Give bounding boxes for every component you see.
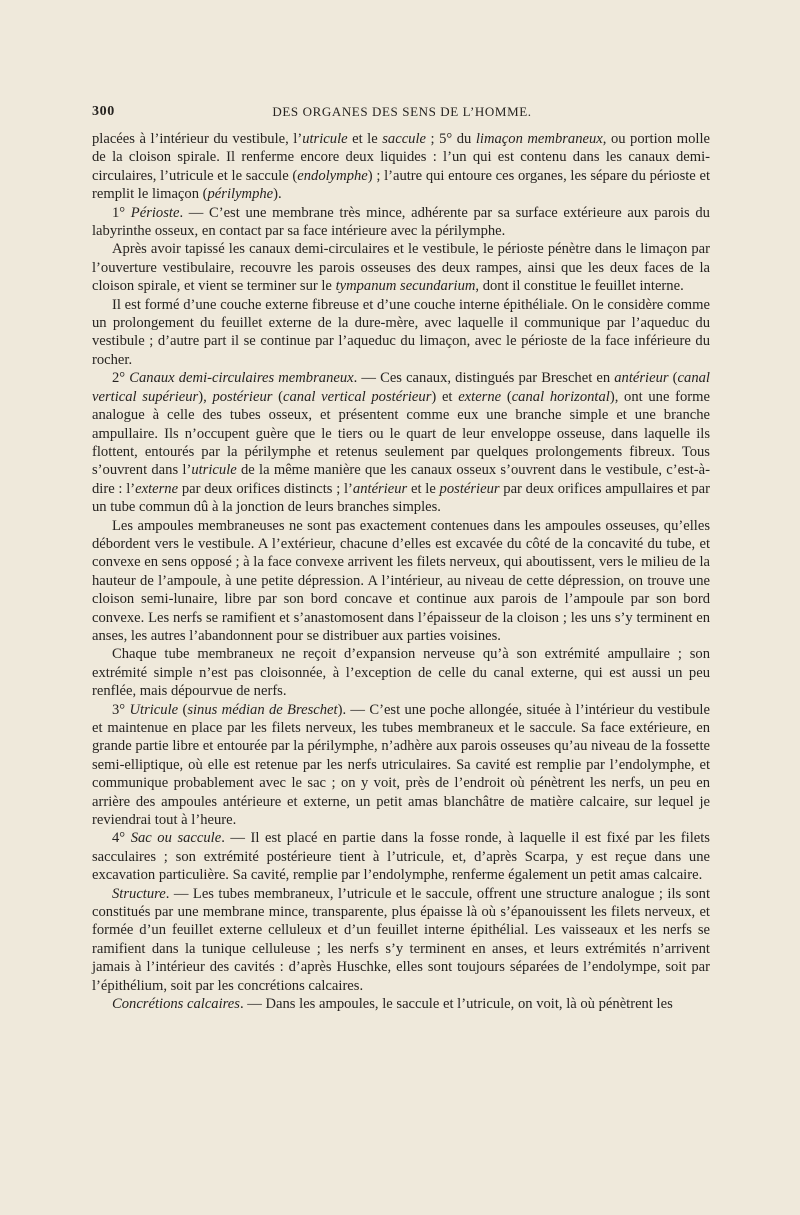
text-run: 3°: [112, 701, 130, 718]
text-run: ),: [198, 388, 213, 405]
page-number: 300: [92, 104, 115, 119]
paragraph: [92, 204, 710, 241]
text-run: , dont il constitue le feuillet interne.: [475, 278, 684, 295]
paragraph: [92, 296, 710, 370]
text-run: 1°: [112, 204, 131, 221]
text-run: Il est formé d’une couche externe fibreuse et d’une couche interne épithéliale. On le considère comme un prolongement du feuillet externe de la dure-mère, avec laquelle il communique par l’aqueduc du vestibule ; d’autre part il se continue par l’aqueduc du limaçon, avec le périoste de la face inférieure du rocher.: [92, 296, 710, 368]
text-run: ), ont une forme analogue à celle des tubes osseux, et présentent comme eux une branche simple et une branche ampullaire. Ils n’occupent guère que le tiers ou le quart de leur enveloppe osseuse, dans laquelle ils flottent, entourés par la périlymphe et retenus seulement par quelques prolongements fibreux. Tous s’ouvrent dans l’: [92, 388, 710, 479]
text-run: . — Les tubes membraneux, l’utricule et le saccule, offrent une structure analogue ; ils sont constitués par une membrane mince, transparente, plus épaisse là où s’épanouissent les filets nerveux, et formée d’un feuillet externe celluleux et d’un feuillet interne épithélial. Les vaisseaux et les nerfs se ramifient dans la tunique celluleuse ; les nerfs s’y terminent en anses, et leurs extrémités n’arrivent jamais à l’intérieur des cavités : d’après Huschke, elles sont toujours séparées de l’endolympe, soit par l’épithélium, soit par les concrétions calcaires.: [92, 885, 710, 994]
text-run: et le: [347, 131, 383, 147]
paragraph: [92, 885, 710, 995]
italic-term: antérieur: [352, 480, 408, 497]
text-run: , ou portion molle de la cloison spirale. Il renferme encore deux liquides : l’un qui est contenu dans les canaux demi-circulaires, l’utricule et le saccule (: [92, 131, 710, 184]
italic-term: externe: [458, 388, 502, 405]
italic-term: canal vertical postérieur: [283, 388, 432, 405]
italic-term: canal horizontal: [511, 388, 610, 405]
italic-term: Sac ou saccule: [130, 830, 222, 847]
text-run: (: [501, 388, 512, 405]
text-run: . — Ces canaux, distingués par Breschet en: [353, 370, 615, 387]
italic-term: utricule: [302, 131, 348, 147]
italic-term: Structure: [112, 885, 166, 902]
text-run: . — Il est placé en partie dans la fosse ronde, à laquelle il est fixé par les filets sacculaires ; son extrémité postérieure tient à l’utricule, et, d’après Scarpa, y est reçue dans une excavation particulière. Sa cavité, remplie par l’endolymphe, renferme également un petit amas calcaire.: [92, 830, 710, 884]
italic-term: sinus médian de Breschet: [187, 701, 338, 718]
italic-term: Canaux demi-circulaires membraneux: [129, 370, 354, 387]
italic-term: saccule: [382, 131, 426, 147]
page-header: [92, 104, 712, 124]
text-run: Chaque tube membraneux ne reçoit d’expansion nerveuse qu’à son extrémité ampullaire ; son extrémité simple n’est pas cloisonnée, à l’exception de celle du canal externe, qui est aussi un peu renflée, mais dépourvue de nerfs.: [92, 646, 710, 700]
italic-term: antérieur: [614, 370, 669, 387]
text-run: ) et: [431, 388, 459, 405]
italic-term: canal vertical supérieur: [92, 370, 710, 405]
paragraph: [92, 517, 710, 646]
italic-term: Périoste: [130, 204, 180, 221]
text-run: . — Dans les ampoules, le saccule et l’utricule, on voit, là où pénètrent les: [239, 996, 673, 1013]
italic-term: Concrétions calcaires: [112, 996, 240, 1013]
running-title: DES ORGANES DES SENS DE L’HOMME.: [272, 104, 532, 119]
italic-term: endolymphe: [297, 167, 368, 184]
text-run: ). — C’est une poche allongée, située à l’intérieur du vestibule et maintenue en place par les filets nerveux, les tubes membraneux et le saccule. Sa face extérieure, en grande partie libre et entourée par la périlymphe, n’adhère aux parois osseuses qu’au niveau de la fossette semi-elliptique, où elle est retenue par les nerfs utriculaires. Sa cavité est remplie par l’endolymphe, et communique probablement avec le sac ; on y voit, près de l’endroit où pénètrent les nerfs, un peu en arrière des ampoules antérieure et externe, un petit amas blanchâtre de matière calcaire, sur lequel je reviendrai tout à l’heure.: [92, 701, 710, 829]
paragraph: [92, 995, 710, 1013]
text-run: placées à l’intérieur du vestibule, l’: [92, 131, 303, 147]
body-text: [92, 130, 710, 1014]
italic-term: postérieur: [439, 480, 500, 497]
text-run: 2°: [112, 370, 130, 387]
paragraph: [92, 240, 710, 295]
paragraph: [92, 130, 710, 204]
text-run: ; 5° du: [426, 131, 476, 147]
text-run: ).: [273, 186, 282, 203]
text-run: et le: [407, 480, 440, 497]
text-run: Les ampoules membraneuses ne sont pas exactement contenues dans les ampoules osseuses, qu’elles débordent vers le vestibule. A l’extérieur, chacune d’elles est excavée du côté de la concavité du tube, et convexe en sens opposé ; à la face convexe arrivent les filets nerveux, qui aboutissent, vers le milieu de la hauteur de l’ampoule, à une petite dépression. A l’intérieur, au niveau de cette dépression, on trouve une cloison semi-lunaire, libre par son bord concave et continue aux parois de l’ampoule par son bord convexe. Les nerfs se ramifient et s’anastomosent dans l’épaisseur de la cloison ; les uns s’y terminent en anses, les autres l’abandonnent pour se distribuer aux parties voisines.: [92, 517, 710, 644]
italic-term: postérieur: [212, 388, 273, 405]
paragraph: [92, 369, 710, 516]
text-run: ) ; l’autre qui entoure ces organes, les sépare du périoste et remplit le limaçon (: [92, 167, 711, 203]
text-run: par deux orifices distincts ; l’: [178, 480, 353, 497]
italic-term: limaçon membraneux: [475, 131, 603, 147]
text-run: de la même manière que les canaux osseux s’ouvrent dans le vestibule, c’est-à-dire : l’: [92, 462, 710, 497]
text-run: (: [272, 388, 283, 405]
italic-term: externe: [135, 480, 179, 497]
italic-term: Utricule: [129, 701, 179, 718]
text-run: (: [178, 701, 188, 718]
paragraph: [92, 701, 710, 830]
text-run: (: [668, 370, 678, 387]
paragraph: [92, 829, 710, 884]
text-run: par deux orifices ampullaires et par un tube commun dû à la jonction de leurs branches simples.: [92, 480, 710, 516]
text-run: Après avoir tapissé les canaux demi-circulaires et le vestibule, le périoste pénètre dans le limaçon par l’ouverture vestibulaire, recouvre les parois osseuses des deux rampes, ainsi que les deux faces de la cloison spirale, et vient se terminer sur le: [92, 241, 710, 295]
text-run: 4°: [112, 830, 131, 847]
paragraph: [92, 645, 710, 700]
italic-term: périlymphe: [207, 186, 274, 203]
text-run: . — C’est une membrane très mince, adhérente par sa surface extérieure aux parois du labyrinthe osseux, en contact par sa face intérieure avec la périlymphe.: [92, 204, 710, 240]
italic-term: utricule: [191, 462, 237, 479]
italic-term: tympanum secundarium: [335, 278, 476, 295]
